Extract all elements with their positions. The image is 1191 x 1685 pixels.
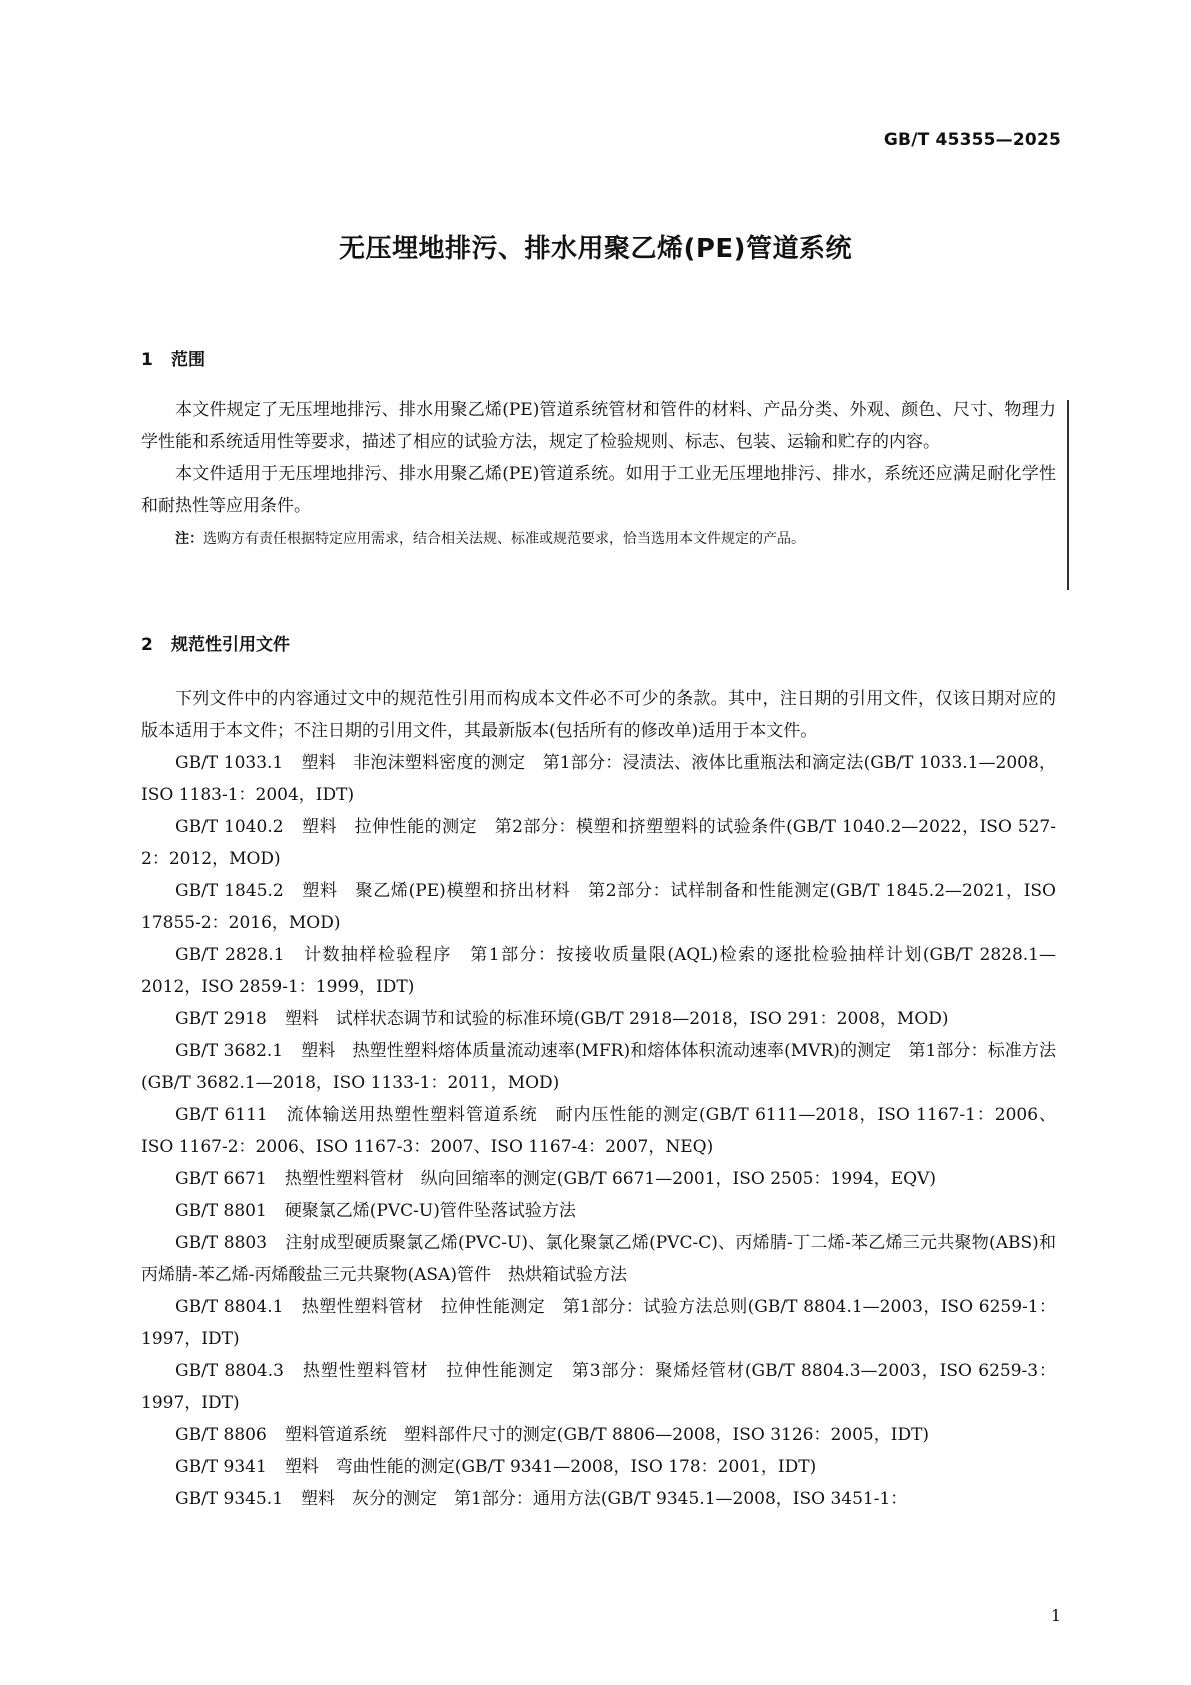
standard-number: GB/T 45355—2025 <box>883 130 1061 150</box>
reference-text: 塑料 拉伸性能的测定 第2部分：模塑和挤塑塑料的试验条件(GB/T 1040.2—2022，ISO 527-2：2012，MOD) <box>141 817 1056 869</box>
reference-item <box>141 811 1056 875</box>
scope-paragraph-2: 本文件适用于无压埋地排污、排水用聚乙烯(PE)管道系统。如用于工业无压埋地排污、排水，系统还应满足耐化学性和耐热性等应用条件。 <box>141 464 1056 516</box>
reference-text: 计数抽样检验程序 第1部分：按接收质量限(AQL)检索的逐批检验抽样计划(GB/T 2828.1—2012，ISO 2859-1：1999，IDT) <box>141 945 1056 997</box>
reference-item <box>141 747 1056 811</box>
reference-code: GB/T 1845.2 <box>175 881 284 901</box>
reference-text: 热塑性塑料管材 拉伸性能测定 第3部分：聚烯烃管材(GB/T 8804.3—2003，ISO 6259-3：1997，IDT) <box>141 1361 1057 1413</box>
reference-text: 流体输送用热塑性塑料管道系统 耐内压性能的测定(GB/T 6111—2018，ISO 1167-1：2006、ISO 1167-2：2006、ISO 1167-3：2007、ISO 1167-4：2007，NEQ) <box>141 1105 1056 1157</box>
reference-text: 塑料 试样状态调节和试验的标准环境(GB/T 2918—2018，ISO 291：2008，MOD) <box>284 1009 949 1029</box>
section-2-number: 2 <box>141 635 153 655</box>
reference-item <box>141 1419 1056 1451</box>
section-1-number: 1 <box>141 350 153 370</box>
reference-text: 塑料 非泡沫塑料密度的测定 第1部分：浸渍法、液体比重瓶法和滴定法(GB/T 1033.1—2008，ISO 1183-1：2004，IDT) <box>141 753 1056 805</box>
section-2-heading <box>141 630 290 655</box>
section-2-title: 规范性引用文件 <box>171 635 290 655</box>
reference-item <box>141 875 1056 939</box>
reference-code: GB/T 8806 <box>175 1425 267 1445</box>
references-intro: 下列文件中的内容通过文中的规范性引用而构成本文件必不可少的条款。其中，注日期的引用文件，仅该日期对应的版本适用于本文件；不注日期的引用文件，其最新版本(包括所有的修改单)适用于本文件。 <box>141 689 1056 741</box>
reference-item <box>141 1291 1056 1355</box>
note-text: 选购方有责任根据特定应用需求，结合相关法规、标准或规范要求，恰当选用本文件规定的产品。 <box>203 531 805 547</box>
scope-body <box>141 394 1056 552</box>
reference-item <box>141 1355 1056 1419</box>
reference-text: 塑料 热塑性塑料熔体质量流动速率(MFR)和熔体体积流动速率(MVR)的测定 第1部分：标准方法(GB/T 3682.1—2018，ISO 1133-1：2011，MOD) <box>141 1041 1056 1093</box>
reference-code: GB/T 9341 <box>175 1457 267 1477</box>
reference-text: 热塑性塑料管材 纵向回缩率的测定(GB/T 6671—2001，ISO 2505：1994，EQV) <box>284 1169 936 1189</box>
section-1-title: 范围 <box>171 350 205 370</box>
reference-item <box>141 1003 1056 1035</box>
reference-item <box>141 1195 1056 1227</box>
reference-code: GB/T 2828.1 <box>175 945 285 965</box>
reference-item <box>141 1227 1056 1291</box>
scope-note <box>175 526 1056 552</box>
reference-code: GB/T 1033.1 <box>175 753 284 773</box>
page-number: 1 <box>1050 1606 1061 1625</box>
reference-text: 热塑性塑料管材 拉伸性能测定 第1部分：试验方法总则(GB/T 8804.1—2003，ISO 6259-1：1997，IDT) <box>141 1297 1057 1349</box>
reference-text: 塑料 灰分的测定 第1部分：通用方法(GB/T 9345.1—2008，ISO 3451-1： <box>301 1489 908 1509</box>
reference-code: GB/T 8803 <box>175 1233 268 1253</box>
reference-item <box>141 1099 1056 1163</box>
reference-item <box>141 1451 1056 1483</box>
note-label: 注： <box>175 531 203 547</box>
reference-item <box>141 1035 1056 1099</box>
reference-text: 塑料 聚乙烯(PE)模塑和挤出材料 第2部分：试样制备和性能测定(GB/T 1845.2—2021，ISO 17855-2：2016，MOD) <box>141 881 1056 933</box>
reference-text: 塑料 弯曲性能的测定(GB/T 9341—2008，ISO 178：2001，IDT) <box>284 1457 817 1477</box>
reference-code: GB/T 3682.1 <box>175 1041 284 1061</box>
document-title: 无压埋地排污、排水用聚乙烯(PE)管道系统 <box>338 234 853 264</box>
normative-references <box>141 683 1056 1515</box>
reference-code: GB/T 8804.1 <box>175 1297 284 1317</box>
reference-code: GB/T 8801 <box>175 1201 267 1221</box>
reference-text: 注射成型硬质聚氯乙烯(PVC-U)、氯化聚氯乙烯(PVC-C)、丙烯腈-丁二烯-苯乙烯三元共聚物(ABS)和丙烯腈-苯乙烯-丙烯酸盐三元共聚物(ASA)管件 热烘箱试验方法 <box>141 1233 1056 1285</box>
reference-text: 硬聚氯乙烯(PVC-U)管件坠落试验方法 <box>284 1201 576 1221</box>
reference-code: GB/T 1040.2 <box>175 817 284 837</box>
reference-item <box>141 939 1056 1003</box>
reference-code: GB/T 6671 <box>175 1169 267 1189</box>
reference-text: 塑料管道系统 塑料部件尺寸的测定(GB/T 8806—2008，ISO 3126：2005，IDT) <box>284 1425 930 1445</box>
reference-code: GB/T 9345.1 <box>175 1489 284 1509</box>
reference-code: GB/T 2918 <box>175 1009 267 1029</box>
reference-item <box>141 1163 1056 1195</box>
reference-code: GB/T 6111 <box>175 1105 268 1125</box>
section-1-heading <box>141 345 205 370</box>
reference-item <box>141 1483 1056 1515</box>
reference-code: GB/T 8804.3 <box>175 1361 284 1381</box>
scope-paragraph-1: 本文件规定了无压埋地排污、排水用聚乙烯(PE)管道系统管材和管件的材料、产品分类、外观、颜色、尺寸、物理力学性能和系统适用性等要求，描述了相应的试验方法，规定了检验规则、标志、包装、运输和贮存的内容。 <box>141 400 1056 452</box>
revision-bar <box>1067 400 1069 590</box>
